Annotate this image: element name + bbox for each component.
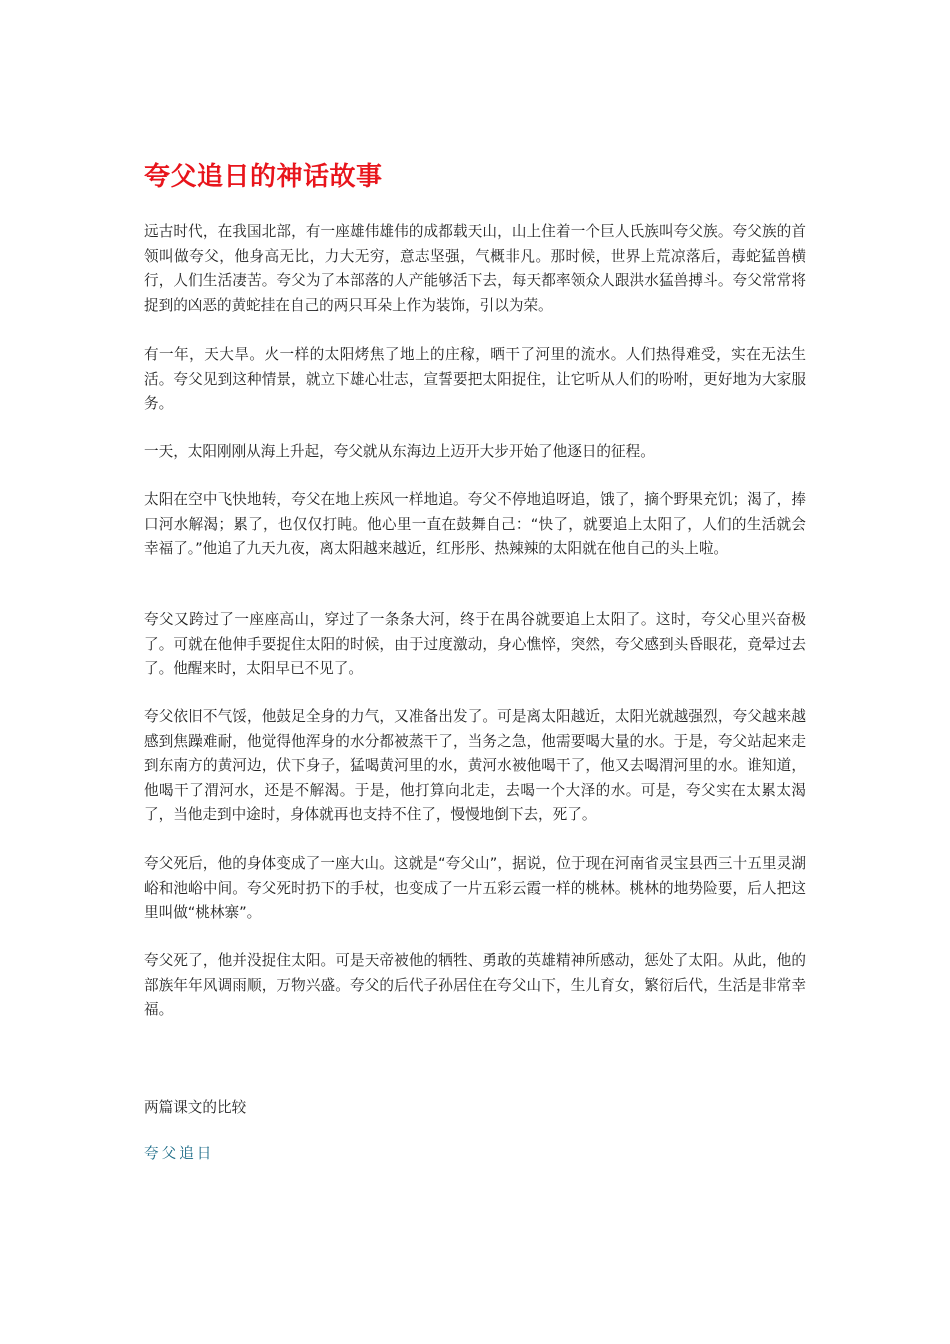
story-paragraph-8: 夸父死了，他并没捉住太阳。可是天帝被他的牺牲、勇敢的英雄精神所感动，惩处了太阳。从此，他的部族年年风调雨顺，万物兴盛。夸父的后代子孙居住在夸父山下，生儿育女，繁衍后代，生活是非常幸福。 [144,952,806,1018]
section-label-comparison: 两篇课文的比较 [144,1099,247,1116]
sub-heading-link[interactable]: 夸父追日 [144,1145,215,1162]
story-paragraph-3: 一天，太阳刚刚从海上升起，夸父就从东海边上迈开大步开始了他逐日的征程。 [144,443,655,460]
story-paragraph-1: 远古时代，在我国北部，有一座雄伟雄伟的成都载天山，山上住着一个巨人氏族叫夸父族。夸父族的首领叫做夸父，他身高无比，力大无穷，意志坚强，气概非凡。那时候，世界上荒凉落后，毒蛇猛兽横行，人们生活凄苦。夸父为了本部落的人产能够活下去，每天都率领众人跟洪水猛兽搏斗。夸父常常将捉到的凶恶的黄蛇挂在自己的两只耳朵上作为装饰，引以为荣。 [144,223,806,314]
story-paragraph-4: 太阳在空中飞快地转，夸父在地上疾风一样地追。夸父不停地追呀追，饿了，摘个野果充饥；渴了，捧口河水解渴；累了，也仅仅打盹。他心里一直在鼓舞自己：“快了，就要追上太阳了，人们的生活就会幸福了。”他追了九天九夜，离太阳越来越近，红彤彤、热辣辣的太阳就在他自己的头上啦。 [144,491,806,557]
story-paragraph-6: 夸父依旧不气馁，他鼓足全身的力气，又准备出发了。可是离太阳越近，太阳光就越强烈，夸父越来越感到焦躁难耐，他觉得他浑身的水分都被蒸干了，当务之急，他需要喝大量的水。于是，夸父站起来走到东南方的黄河边，伏下身子，猛喝黄河里的水，黄河水被他喝干了，他又去喝渭河里的水。谁知道，他喝干了渭河水，还是不解渴。于是，他打算向北走，去喝一个大泽的水。可是，夸父实在太累太渴了，当他走到中途时，身体就再也支持不住了，慢慢地倒下去，死了。 [144,708,806,823]
document-title: 夸父追日的神话故事 [144,162,383,192]
story-paragraph-7: 夸父死后，他的身体变成了一座大山。这就是“夸父山”，据说，位于现在河南省灵宝县西三十五里灵湖峪和池峪中间。夸父死时扔下的手杖，也变成了一片五彩云霞一样的桃林。桃林的地势险要，后人把这里叫做“桃林寨”。 [144,855,806,921]
story-paragraph-2: 有一年，天大旱。火一样的太阳烤焦了地上的庄稼，晒干了河里的流水。人们热得难受，实在无法生活。夸父见到这种情景，就立下雄心壮志，宣誓要把太阳捉住，让它听从人们的吩咐，更好地为大家服务。 [144,346,806,412]
story-paragraph-5: 夸父又跨过了一座座高山，穿过了一条条大河，终于在禺谷就要追上太阳了。这时，夸父心里兴奋极了。可就在他伸手要捉住太阳的时候，由于过度激动，身心憔悴，突然，夸父感到头昏眼花，竟晕过去了。他醒来时，太阳早已不见了。 [144,611,806,677]
